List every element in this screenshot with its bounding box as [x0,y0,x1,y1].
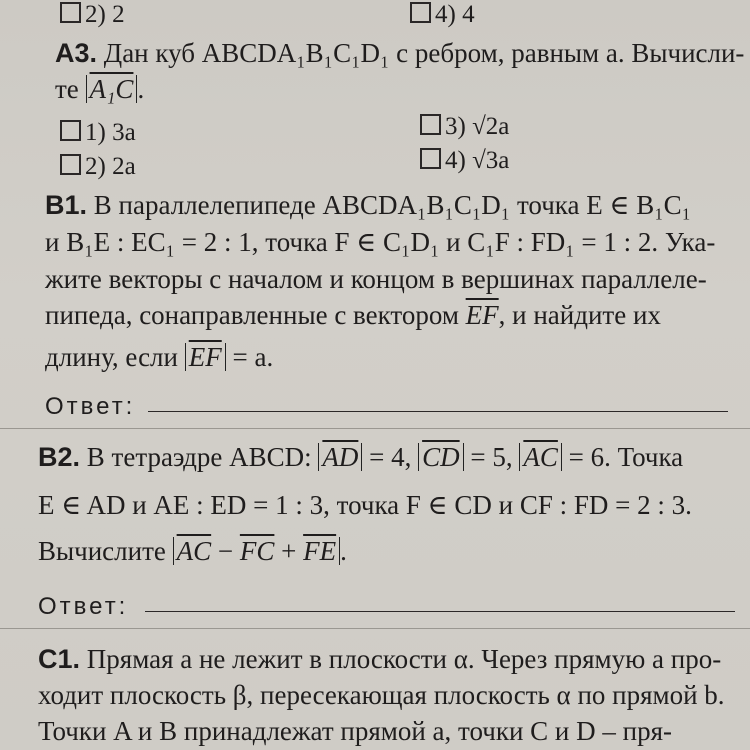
b2-answer-label: Ответ: [38,593,129,620]
b1-line-2: и B₁E : EC₁ = 2 : 1, точка F ∈ C₁D₁ и C₁F : FD₁ = 1 : 2. Ука- [45,227,716,257]
c1-label: С1. [38,644,81,674]
checkbox-icon[interactable] [60,120,81,141]
top-option-2[interactable]: 2) 2 [60,0,125,32]
c1-line-1: С1. Прямая a не лежит в плоскости α. Через прямую a про- [38,644,722,674]
checkbox-icon[interactable] [410,2,431,23]
b1-answer-field[interactable] [148,411,728,412]
checkbox-icon[interactable] [60,154,81,175]
b1-line-5: длину, если $\overline{EF} = a$. [45,342,274,372]
abs-value: $\overline{AC} - \overline{FC} + \overline{FE}$ [173,537,341,565]
divider [0,628,750,629]
b1-line-3: жите векторы с началом и концом в вершинах параллеле- [45,264,707,294]
b1-line-1: В1. В параллелепипеде ABCDA₁B₁C₁D₁ точка E ∈ B₁C₁ [45,190,692,220]
checkbox-icon[interactable] [60,2,81,23]
a3-option-1[interactable]: 1) 3a [60,116,136,150]
top-option-4[interactable]: 4) 4 [410,0,475,32]
abs-value: $\overline{AC}$ [519,443,562,471]
a3-line-2: те A₁C . [55,74,145,104]
b2-line-3: Вычислите $\overline{AC} - \overline{FC} + \overline{FE}$ . [38,536,347,566]
a3-option-3[interactable]: 3) √2a [420,110,509,144]
a3-option-4[interactable]: 4) √3a [420,144,509,178]
b2-line-2: E ∈ AD и AE : ED = 1 : 3, точка F ∈ CD и CF : FD = 2 : 3. [38,490,692,520]
abs-value: A₁C [86,75,138,103]
b2-label: В2. [38,442,81,472]
abs-value: $\overline{CD}$ [418,443,464,471]
c1-line-2: ходит плоскость β, пересекающая плоскость α по прямой b. [38,680,725,710]
divider [0,428,750,429]
abs-value: $\overline{EF}$ [185,343,226,371]
b1-label: В1. [45,190,88,220]
checkbox-icon[interactable] [420,114,441,135]
b1-answer-label: Ответ: [45,393,136,420]
c1-line-3: Точки A и B принадлежат прямой a, точки C и D – пря- [38,716,672,746]
b2-answer-field[interactable] [145,611,735,612]
a3-option-2[interactable]: 2) 2a [60,150,136,184]
b1-line-4: пипеда, сонаправленные с вектором $\overline{EF}$, и найдите их [45,300,661,330]
abs-value: $\overline{AD}$ [318,443,362,471]
a3-label: А3. [55,38,98,68]
a3-line-1: А3. Дан куб ABCDA₁B₁C₁D₁ с ребром, равным a. Вычисли- [55,38,745,68]
checkbox-icon[interactable] [420,148,441,169]
b2-line-1: В2. В тетраэдре ABCD: $\overline{AD} = 4$, $\overline{CD} = 5$, $\overline{AC} = 6$. Точка [38,442,684,472]
vector-ef: $\overline{EF}$ [465,300,499,330]
